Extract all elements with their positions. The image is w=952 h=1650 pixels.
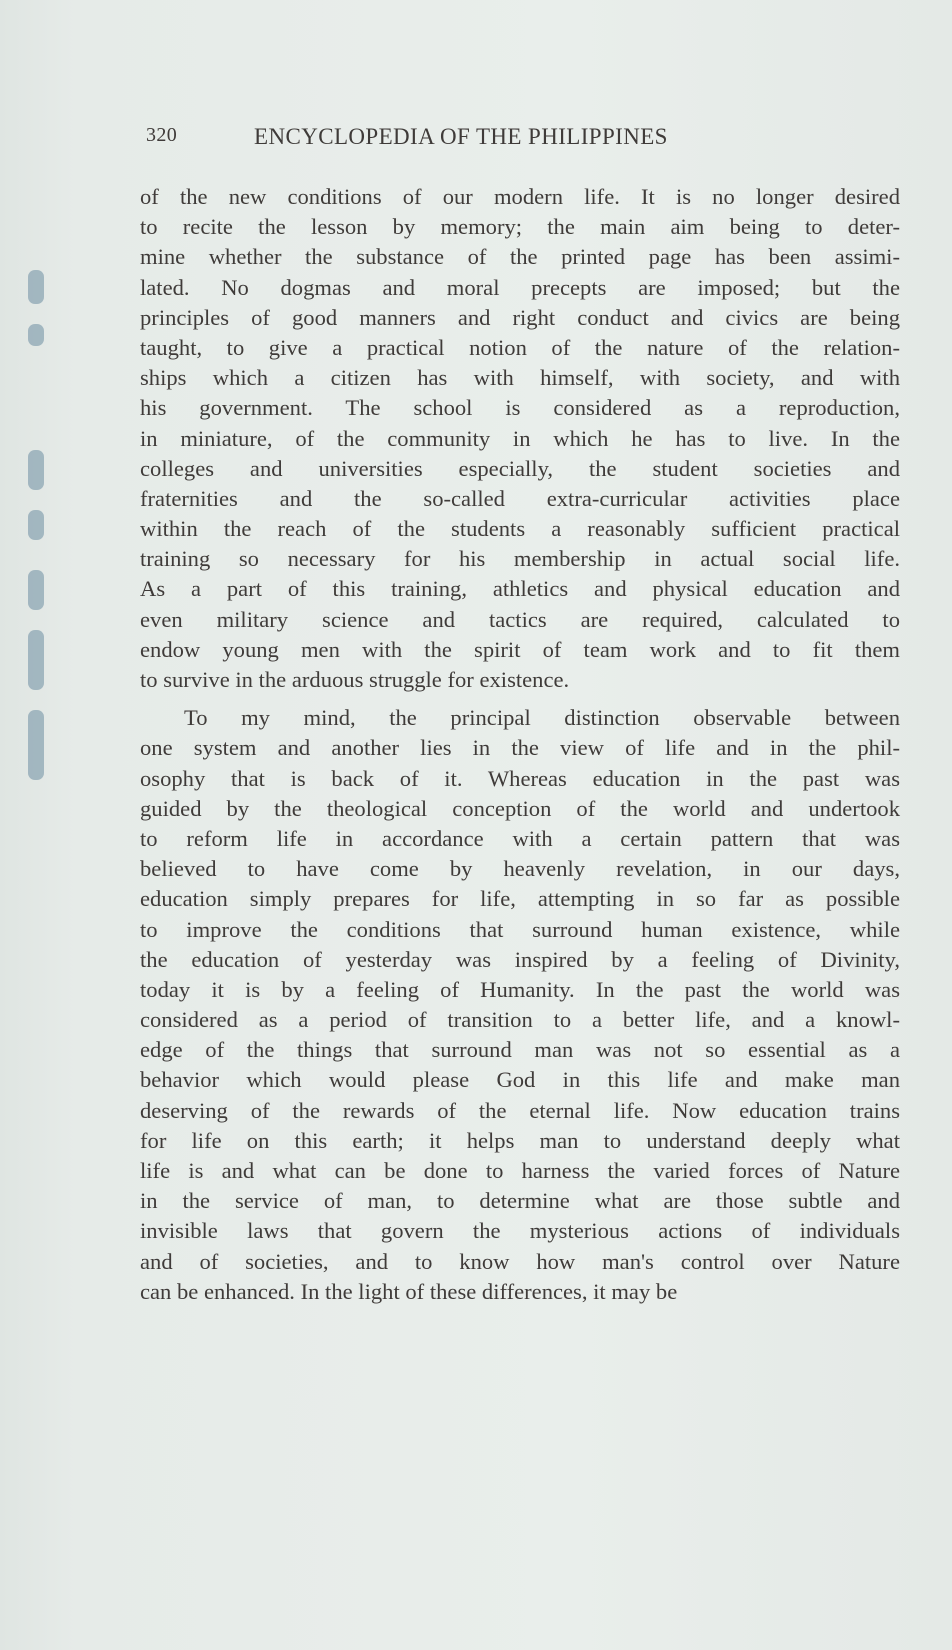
text-line: colleges and universities especially, the student societies and (140, 455, 900, 481)
running-title: ENCYCLOPEDIA OF THE PHILIPPINES (254, 124, 668, 149)
text-line: education simply prepares for life, attempting in so far as possible (140, 886, 900, 912)
page-header (146, 124, 846, 164)
text-line: taught, to give a practical notion of the nature of the relation- (140, 334, 900, 360)
text-line: the education of yesterday was inspired by a feeling of Divinity, (140, 946, 900, 972)
text-line: fraternities and the so-called extra-curricular activities place (140, 485, 900, 511)
text-line: to recite the lesson by memory; the main aim being to deter- (140, 214, 900, 240)
text-line: lated. No dogmas and moral precepts are imposed; but the (140, 274, 900, 300)
text-line: for life on this earth; it helps man to understand deeply what (140, 1127, 900, 1153)
text-line: principles of good manners and right conduct and civics are being (140, 304, 900, 330)
text-line: to survive in the arduous struggle for existence. (140, 667, 570, 692)
text-line: behavior which would please God in this life and make man (140, 1067, 900, 1093)
text-line: deserving of the rewards of the eternal life. Now education trains (140, 1097, 900, 1123)
page-number: 320 (146, 124, 178, 146)
text-line: of the new conditions of our modern life. It is no longer desired (140, 184, 900, 209)
text-line: invisible laws that govern the mysterious actions of individuals (140, 1218, 900, 1244)
text-line: in miniature, of the community in which he has to live. In the (140, 425, 900, 451)
text-line: even military science and tactics are required, calculated to (140, 606, 900, 632)
text-line: mine whether the substance of the printed page has been assimi- (140, 244, 900, 270)
text-line: in the service of man, to determine what are those subtle and (140, 1188, 900, 1214)
text-line: can be enhanced. In the light of these differences, it may be (140, 1278, 678, 1304)
text-line: within the reach of the students a reasonably sufficient practical (140, 516, 900, 542)
text-line: his government. The school is considered as a reproduction, (140, 395, 900, 421)
text-line: training so necessary for his membership in actual social life. (140, 546, 900, 572)
text-line: To my mind, the principal distinction observable between (184, 705, 900, 731)
paragraph-2 (140, 703, 900, 1307)
text-line: considered as a period of transition to a better life, and a knowl- (140, 1007, 900, 1033)
text-line: edge of the things that surround man was not so essential as a (140, 1037, 900, 1063)
paragraph-1 (140, 182, 900, 695)
text-line: osophy that is back of it. Whereas education in the past was (140, 765, 900, 791)
text-line: one system and another lies in the view of life and in the phil- (140, 735, 900, 761)
text-line: to improve the conditions that surround human existence, while (140, 916, 900, 942)
text-line: and of societies, and to know how man's control over Nature (140, 1248, 900, 1274)
text-line: to reform life in accordance with a certain pattern that was (140, 825, 900, 851)
text-line: today it is by a feeling of Humanity. In the past the world was (140, 976, 900, 1002)
text-line: guided by the theological conception of the world and undertook (140, 795, 900, 821)
text-line: As a part of this training, athletics and physical education and (140, 576, 900, 602)
text-line: life is and what can be done to harness the varied forces of Nature (140, 1158, 900, 1183)
text-line: believed to have come by heavenly revelation, in our days, (140, 856, 900, 882)
text-line: ships which a citizen has with himself, with society, and with (140, 365, 900, 391)
body-text (140, 182, 900, 1307)
ink-bleed-marks (20, 270, 50, 830)
text-line: endow young men with the spirit of team work and to fit them (140, 636, 900, 662)
